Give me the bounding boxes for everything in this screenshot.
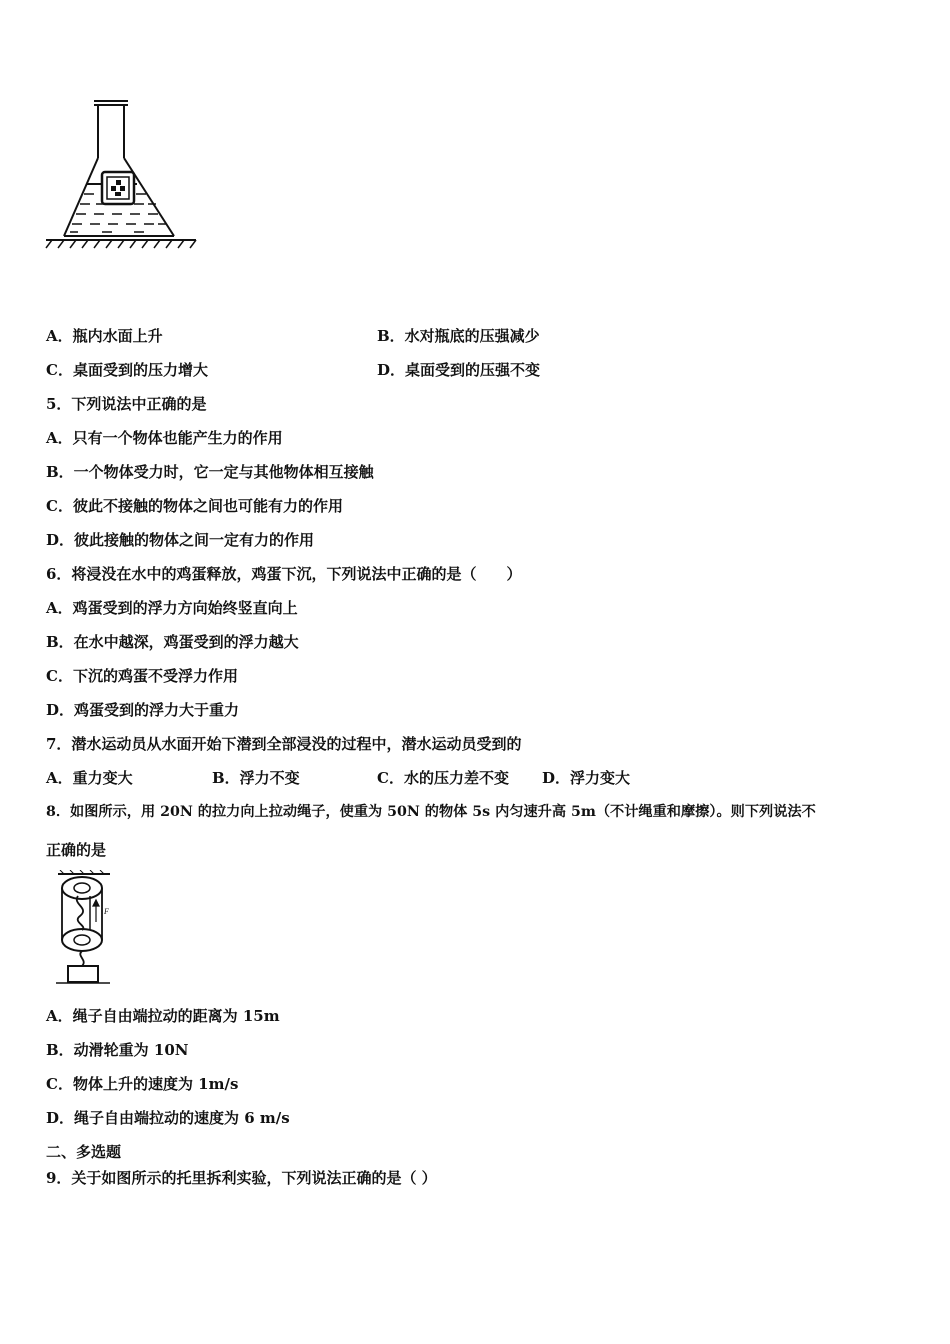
- flask-figure: [44, 96, 204, 252]
- q8-option-d: D．绳子自由端拉动的速度为 6 m/s: [46, 1109, 290, 1127]
- q4-option-a: A．瓶内水面上升: [46, 327, 163, 345]
- q9-stem: 9．关于如图所示的托里拆利实验，下列说法正确的是（ ）: [46, 1169, 437, 1187]
- section-heading: 二、多选题: [46, 1143, 122, 1161]
- q7-option-d: D．浮力变大: [542, 769, 631, 787]
- q5-option-a: A．只有一个物体也能产生力的作用: [46, 429, 283, 447]
- q8-stem-line2: 正确的是: [46, 841, 107, 859]
- q4-option-b: B．水对瓶底的压强减少: [377, 327, 540, 345]
- q4-option-c: C．桌面受到的压力增大: [46, 361, 208, 379]
- q8-stem-line1: 8．如图所示，用 20N 的拉力向上拉动绳子，使重为 50N 的物体 5s 内匀速升高 5m（不计绳重和摩擦）。则下列说法不: [46, 804, 816, 820]
- q5-option-b: B．一个物体受力时，它一定与其他物体相互接触: [46, 463, 374, 481]
- q6-option-a: A．鸡蛋受到的浮力方向始终竖直向上: [46, 599, 298, 617]
- q6-option-b: B．在水中越深，鸡蛋受到的浮力越大: [46, 633, 299, 651]
- q7-option-c: C．水的压力差不变: [377, 769, 509, 787]
- q7-stem: 7．潜水运动员从水面开始下潜到全部浸没的过程中，潜水运动员受到的: [46, 735, 522, 753]
- q4-option-d: D．桌面受到的压强不变: [377, 361, 541, 379]
- pulley-figure: [50, 870, 130, 990]
- q8-option-a: A．绳子自由端拉动的距离为 15m: [46, 1007, 280, 1025]
- q6-option-c: C．下沉的鸡蛋不受浮力作用: [46, 667, 238, 685]
- force-label: F: [104, 907, 109, 916]
- q6-option-d: D．鸡蛋受到的浮力大于重力: [46, 701, 240, 719]
- q5-option-d: D．彼此接触的物体之间一定有力的作用: [46, 531, 315, 549]
- q7-option-a: A．重力变大: [46, 769, 133, 787]
- q7-option-b: B．浮力不变: [212, 769, 300, 787]
- q8-option-b: B．动滑轮重为 10N: [46, 1041, 189, 1059]
- q5-option-c: C．彼此不接触的物体之间也可能有力的作用: [46, 497, 343, 515]
- q6-stem: 6．将浸没在水中的鸡蛋释放，鸡蛋下沉，下列说法中正确的是（ ）: [46, 565, 522, 583]
- q5-stem: 5．下列说法中正确的是: [46, 395, 207, 413]
- q8-option-c: C．物体上升的速度为 1m/s: [46, 1075, 239, 1093]
